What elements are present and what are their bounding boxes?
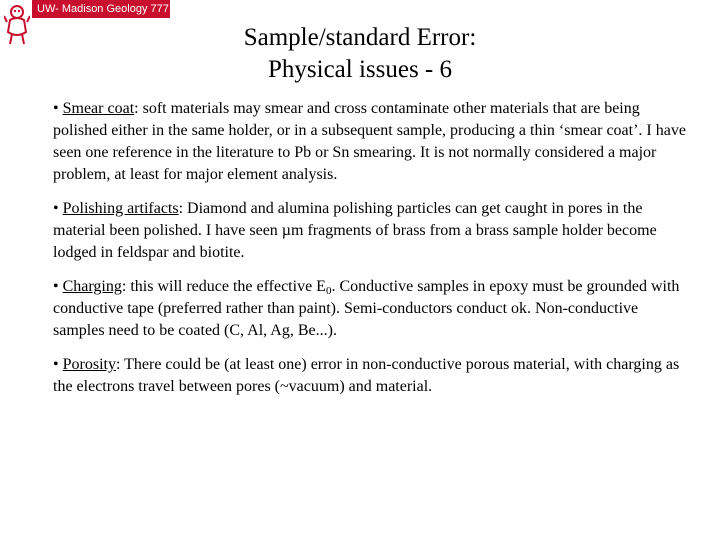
bullet-charging (53, 276, 693, 342)
bullet-term: Smear coat (62, 100, 135, 117)
bullet-term: Polishing artifacts (62, 200, 179, 217)
course-badge: UW- Madison Geology 777 (32, 0, 170, 18)
slide-title-line-1: Sample/standard Error: (243, 24, 477, 51)
bullet-text: : There could be (at least one) error in non-conductive porous material, with charging as the electrons travel between pores (~vacuum) and material. (53, 356, 680, 395)
slide-content (53, 98, 693, 410)
bullet-marker: • (53, 100, 63, 117)
bullet-marker: • (53, 200, 63, 217)
bullet-subscript: 0 (325, 285, 332, 297)
bullet-text-continued: . Conductive samples in epoxy must be grounded with conductive tape (preferred rather than paint). Semi-conductors conduct ok. Non-conductive samples need to be coated (C, Al, Ag, Be...). (53, 278, 680, 339)
bullet-smear-coat (53, 98, 693, 186)
bullet-term: Charging (62, 278, 122, 295)
bullet-marker: • (53, 278, 63, 295)
slide-title-line-2: Physical issues - 6 (267, 56, 453, 83)
bullet-porosity (53, 354, 693, 398)
slide-title (0, 22, 720, 86)
bullet-text: : this will reduce the effective E (121, 278, 326, 295)
bullet-marker: • (53, 356, 63, 373)
bullet-polishing-artifacts (53, 198, 693, 264)
bullet-text: : soft materials may smear and cross contaminate other materials that are being polished either in the same holder, or in a subsequent sample, producing a thin ‘smear coat’. I have seen one reference in the literature to Pb or Sn smearing. It is not normally considered a major problem, at least for major element analysis. (53, 100, 686, 183)
bullet-term: Porosity (62, 356, 116, 373)
bullet-text: : Diamond and alumina polishing particles can get caught in pores in the material been polished. I have seen µm fragments of brass from a brass sample holder become lodged in feldspar and biotite. (53, 200, 657, 261)
